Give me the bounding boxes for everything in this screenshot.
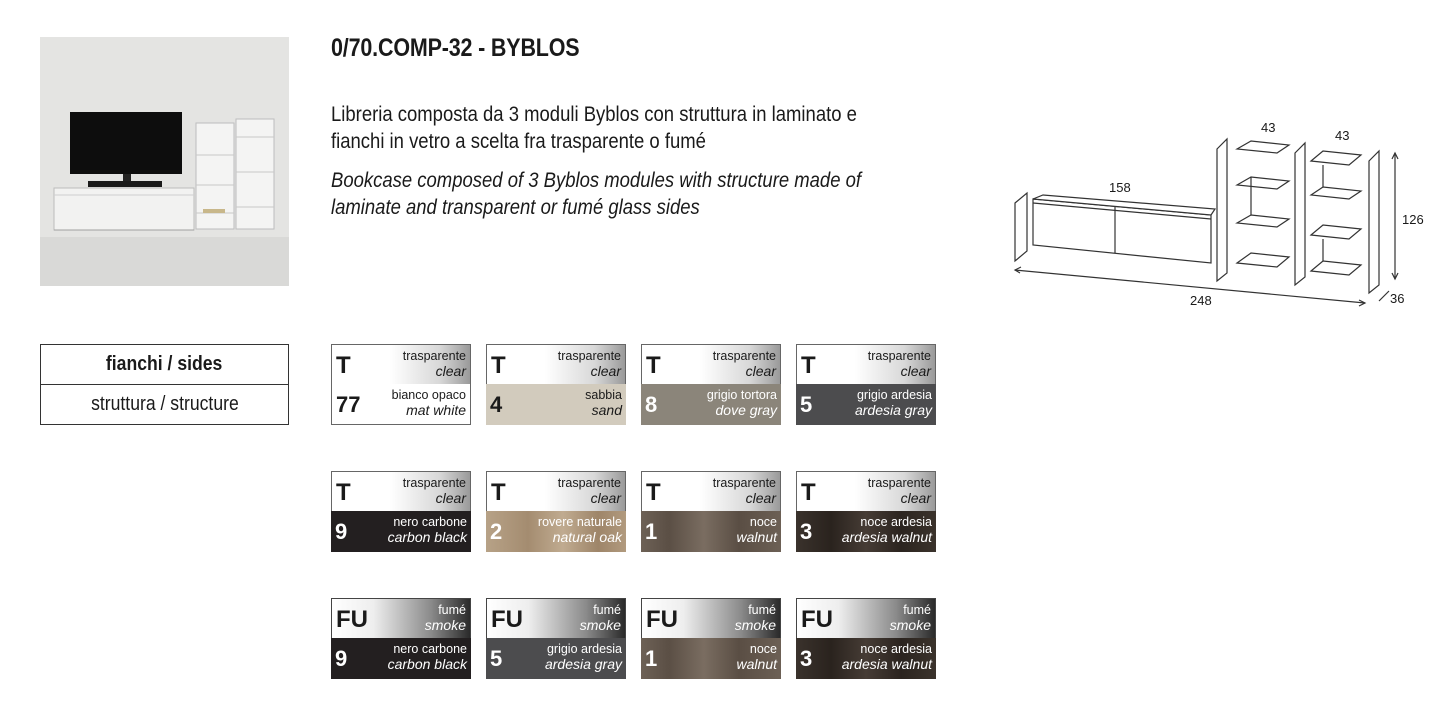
- side-finish: [796, 344, 936, 384]
- structure-label-en: ardesia walnut: [841, 529, 932, 545]
- structure-code: 4: [490, 392, 503, 417]
- structure-finish: [331, 511, 471, 552]
- structure-label: [855, 388, 932, 418]
- technical-drawing: [1005, 115, 1424, 320]
- structure-code: 77: [336, 392, 361, 417]
- side-finish: [486, 471, 626, 511]
- structure-finish: [641, 638, 781, 679]
- side-label-en: smoke: [889, 617, 931, 633]
- structure-label-it: noce ardesia: [860, 642, 932, 656]
- product-photo: [40, 37, 289, 286]
- swatch-t-1: [641, 471, 781, 552]
- side-label-en: smoke: [424, 617, 466, 633]
- side-code: T: [801, 352, 816, 379]
- side-label-en: clear: [900, 490, 931, 506]
- structure-label-en: ardesia walnut: [841, 656, 932, 672]
- side-label-en: clear: [590, 490, 621, 506]
- side-finish: [641, 598, 781, 638]
- side-label-it: trasparente: [712, 476, 776, 490]
- side-code: T: [491, 352, 506, 379]
- side-label-en: smoke: [579, 617, 621, 633]
- structure-finish: [641, 511, 781, 552]
- side-label: [713, 349, 776, 379]
- side-finish: [331, 598, 471, 638]
- side-code: FU: [801, 606, 833, 633]
- side-label: [868, 349, 931, 379]
- dim-shelf-width-1: 43: [1261, 120, 1276, 135]
- swatch-t-5: [796, 344, 936, 425]
- side-finish: [796, 471, 936, 511]
- structure-label-en: ardesia gray: [544, 656, 622, 672]
- structure-label: [842, 515, 932, 545]
- structure-label-en: walnut: [736, 656, 777, 672]
- side-code: T: [491, 479, 506, 506]
- structure-label: [388, 642, 467, 672]
- structure-finish: [486, 511, 626, 552]
- swatch-t-8: [641, 344, 781, 425]
- structure-label-it: nero carbone: [393, 642, 467, 656]
- side-label: [403, 476, 466, 506]
- structure-label-it: sabbia: [585, 388, 622, 402]
- side-label-it: trasparente: [557, 349, 621, 363]
- side-code: FU: [336, 606, 368, 633]
- structure-label-en: ardesia gray: [854, 402, 932, 418]
- side-label: [425, 603, 466, 633]
- swatch-t-9: [331, 471, 471, 552]
- side-label-en: clear: [590, 363, 621, 379]
- side-label-en: clear: [435, 490, 466, 506]
- swatch-t-4: [486, 344, 626, 425]
- structure-label-it: nero carbone: [393, 515, 467, 529]
- side-finish: [641, 471, 781, 511]
- dim-total-width: 248: [1190, 293, 1212, 308]
- structure-finish: [486, 384, 626, 425]
- swatch-fu-1: [641, 598, 781, 679]
- structure-finish: [641, 384, 781, 425]
- side-label-it: fumé: [438, 603, 466, 617]
- side-finish: [796, 598, 936, 638]
- side-code: FU: [646, 606, 678, 633]
- side-label-it: trasparente: [557, 476, 621, 490]
- swatch-fu-5: [486, 598, 626, 679]
- dim-shelf-width-2: 43: [1335, 128, 1350, 143]
- structure-label: [538, 515, 622, 545]
- structure-label-it: rovere naturale: [537, 515, 622, 529]
- side-label: [558, 349, 621, 379]
- side-code: T: [646, 352, 661, 379]
- side-label-it: trasparente: [867, 349, 931, 363]
- side-label: [735, 603, 776, 633]
- side-label: [868, 476, 931, 506]
- side-finish: [331, 344, 471, 384]
- legend-sides: fianchi / sides: [41, 345, 288, 385]
- side-label: [890, 603, 931, 633]
- side-label-en: clear: [900, 363, 931, 379]
- side-label: [713, 476, 776, 506]
- side-label-it: fumé: [903, 603, 931, 617]
- side-label-it: trasparente: [402, 349, 466, 363]
- side-finish: [486, 598, 626, 638]
- structure-label: [545, 642, 622, 672]
- side-code: FU: [491, 606, 523, 633]
- dim-height: 126: [1402, 212, 1424, 227]
- structure-label-en: natural oak: [552, 529, 622, 545]
- structure-label: [585, 388, 622, 418]
- structure-code: 5: [800, 392, 813, 417]
- structure-label: [388, 515, 467, 545]
- structure-label-en: walnut: [736, 529, 777, 545]
- structure-label-en: mat white: [406, 402, 466, 418]
- structure-label: [392, 388, 466, 418]
- structure-label-it: grigio ardesia: [546, 642, 622, 656]
- side-finish: [641, 344, 781, 384]
- side-label-en: clear: [745, 363, 776, 379]
- side-finish: [331, 471, 471, 511]
- structure-label-en: carbon black: [387, 656, 467, 672]
- structure-code: 2: [490, 519, 503, 544]
- side-label-en: smoke: [734, 617, 776, 633]
- side-code: T: [646, 479, 661, 506]
- structure-label: [737, 515, 777, 545]
- structure-code: 3: [800, 646, 813, 671]
- side-label: [403, 349, 466, 379]
- structure-label-en: sand: [591, 402, 622, 418]
- structure-code: 9: [335, 519, 348, 544]
- side-label-en: clear: [745, 490, 776, 506]
- side-label-it: trasparente: [712, 349, 776, 363]
- structure-label-it: noce ardesia: [860, 515, 932, 529]
- legend-structure: struttura / structure: [90, 393, 239, 415]
- structure-label-it: grigio tortora: [706, 388, 777, 402]
- side-label-it: trasparente: [402, 476, 466, 490]
- structure-code: 5: [490, 646, 503, 671]
- structure-code: 8: [645, 392, 658, 417]
- structure-finish: [796, 511, 936, 552]
- structure-label-it: noce: [749, 515, 777, 529]
- swatch-fu-3: [796, 598, 936, 679]
- structure-finish: [331, 384, 471, 425]
- dim-width-top: 158: [1109, 180, 1131, 195]
- side-finish: [486, 344, 626, 384]
- swatch-t-77: [331, 344, 471, 425]
- side-label-it: fumé: [593, 603, 621, 617]
- dim-depth: 36: [1390, 291, 1405, 306]
- structure-code: 1: [645, 646, 658, 671]
- side-label: [558, 476, 621, 506]
- structure-code: 1: [645, 519, 658, 544]
- structure-label: [737, 642, 777, 672]
- structure-label-it: grigio ardesia: [856, 388, 932, 402]
- structure-label-en: carbon black: [387, 529, 467, 545]
- structure-label-it: noce: [749, 642, 777, 656]
- side-code: T: [336, 352, 351, 379]
- structure-finish: [796, 638, 936, 679]
- side-label-it: trasparente: [867, 476, 931, 490]
- side-label-it: fumé: [748, 603, 776, 617]
- structure-code: 3: [800, 519, 813, 544]
- structure-finish: [796, 384, 936, 425]
- swatch-t-3: [796, 471, 936, 552]
- structure-label: [842, 642, 932, 672]
- structure-finish: [331, 638, 471, 679]
- structure-label: [707, 388, 777, 418]
- description-english: Bookcase composed of 3 Byblos modules with structure made of laminate and transparent or fumé glass sides: [331, 169, 862, 219]
- description-italian: Libreria composta da 3 moduli Byblos con struttura in laminato e fianchi in vetro a scelta fra trasparente o fumé: [331, 103, 857, 153]
- swatch-fu-9: [331, 598, 471, 679]
- side-label: [580, 603, 621, 633]
- structure-label-it: bianco opaco: [391, 388, 466, 402]
- structure-finish: [486, 638, 626, 679]
- product-code: 0/70.COMP-32 - BYBLOS: [331, 34, 580, 62]
- structure-label-en: dove gray: [715, 402, 777, 418]
- side-code: T: [801, 479, 816, 506]
- legend-box: [40, 344, 289, 425]
- structure-code: 9: [335, 646, 348, 671]
- side-code: T: [336, 479, 351, 506]
- swatch-t-2: [486, 471, 626, 552]
- side-label-en: clear: [435, 363, 466, 379]
